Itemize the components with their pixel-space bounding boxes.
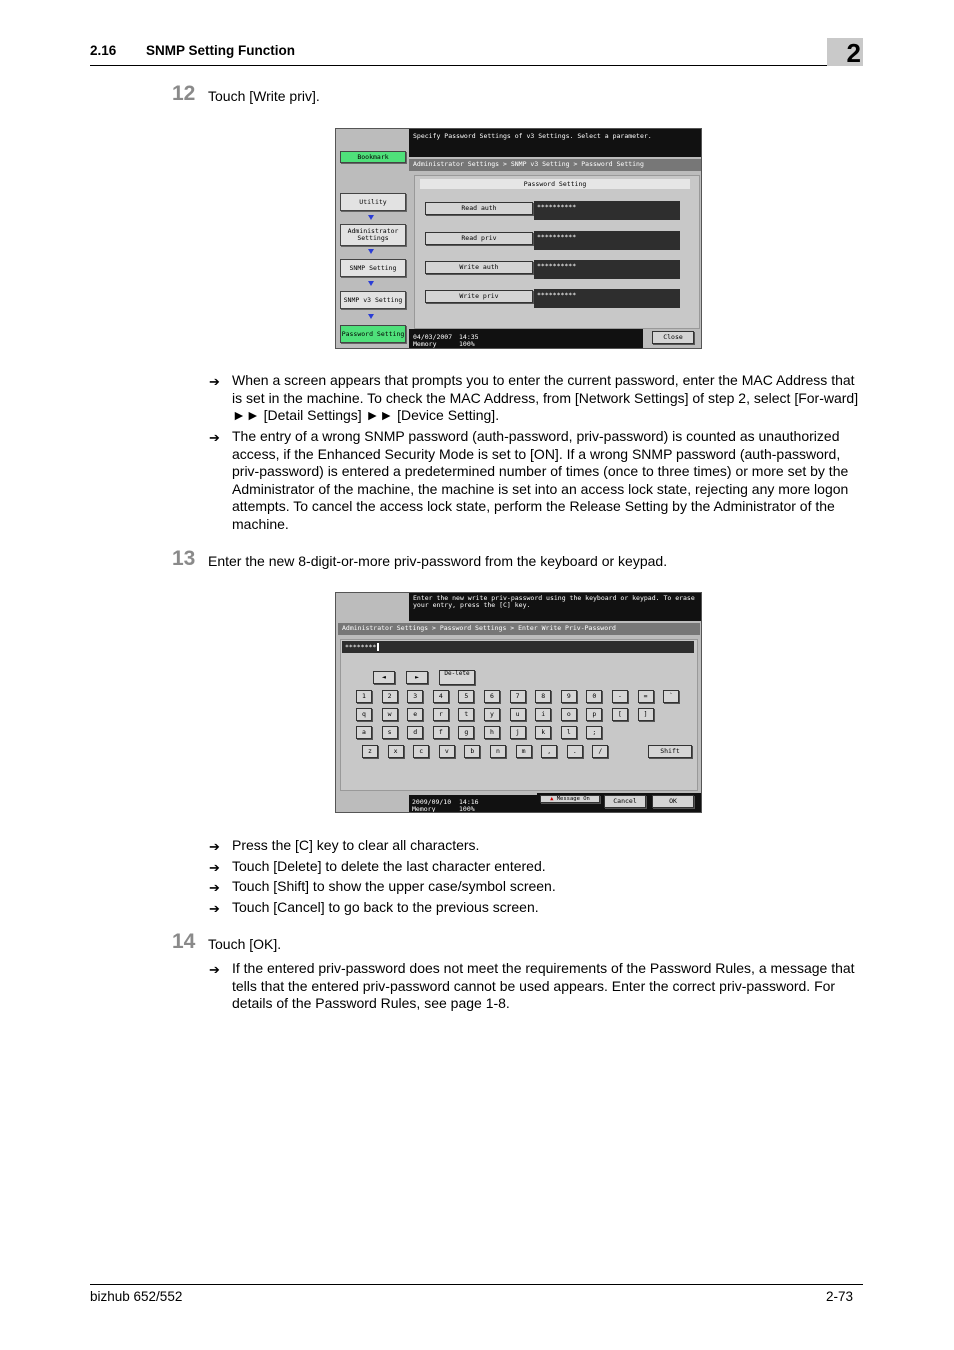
key-8[interactable]: l — [561, 726, 577, 739]
status-bar — [409, 795, 537, 812]
arrow-bullet-icon: ➔ — [209, 430, 220, 445]
text-cursor — [377, 643, 379, 651]
password-setting-screenshot — [335, 128, 702, 349]
key-5[interactable]: 6 — [484, 690, 500, 703]
header-rule — [90, 65, 863, 66]
key-3[interactable]: v — [439, 745, 455, 758]
note-delete: Touch [Delete] to delete the last character entered. — [232, 858, 546, 874]
arrow-left-key[interactable]: ◄ — [373, 671, 395, 684]
key-10[interactable]: - — [612, 690, 628, 703]
key-4[interactable]: g — [458, 726, 474, 739]
key-7[interactable]: , — [541, 745, 557, 758]
key-6[interactable]: j — [510, 726, 526, 739]
screen1-date: 04/03/2007 — [413, 333, 453, 341]
key-8[interactable]: . — [567, 745, 583, 758]
read-auth-button[interactable]: Read auth — [425, 202, 533, 215]
footer-model: bizhub 652/552 — [90, 1289, 183, 1304]
screen2-time: 14:16 — [459, 798, 479, 806]
arrow-down-icon — [368, 314, 374, 319]
step-14-text: Touch [OK]. — [208, 936, 282, 952]
ok-button[interactable]: OK — [652, 795, 694, 808]
write-priv-button[interactable]: Write priv — [425, 290, 533, 303]
key-7[interactable]: k — [535, 726, 551, 739]
screen1-breadcrumb: Administrator Settings > SNMP v3 Setting > Password Setting — [409, 159, 701, 171]
key-5[interactable]: n — [490, 745, 506, 758]
step-13-number: 13 — [172, 547, 196, 570]
key-7[interactable]: i — [535, 708, 551, 721]
screen1-memory: 100% — [459, 340, 475, 348]
key-1[interactable]: s — [382, 726, 398, 739]
screen1-time: 14:35 — [459, 333, 479, 341]
bookmark-button[interactable]: Bookmark — [340, 151, 406, 163]
shift-key[interactable]: Shift — [648, 745, 692, 758]
delete-key[interactable]: De-lete — [439, 670, 475, 685]
key-9[interactable]: / — [592, 745, 608, 758]
arrow-bullet-icon: ➔ — [209, 880, 220, 895]
administrator-settings-button[interactable]: Administrator Settings — [340, 224, 406, 246]
step-12-text: Touch [Write priv]. — [208, 88, 320, 104]
key-2[interactable]: 3 — [407, 690, 423, 703]
password-setting-side-button[interactable]: Password Setting — [340, 325, 406, 343]
key-0[interactable]: q — [356, 708, 372, 721]
close-button[interactable]: Close — [652, 331, 694, 344]
key-4[interactable]: t — [458, 708, 474, 721]
chapter-number: 2 — [846, 38, 861, 68]
key-8[interactable]: o — [561, 708, 577, 721]
key-8[interactable]: 9 — [561, 690, 577, 703]
key-4[interactable]: 5 — [458, 690, 474, 703]
utility-button[interactable]: Utility — [340, 193, 406, 211]
note-c-key: Press the [C] key to clear all characters. — [232, 837, 480, 853]
key-12[interactable]: ` — [663, 690, 679, 703]
step-12-number: 12 — [172, 82, 196, 105]
arrow-bullet-icon: ➔ — [209, 962, 220, 977]
section-title: SNMP Setting Function — [146, 43, 295, 58]
key-1[interactable]: w — [382, 708, 398, 721]
snmp-setting-button[interactable]: SNMP Setting — [340, 259, 406, 277]
key-7[interactable]: 8 — [535, 690, 551, 703]
enter-priv-password-screenshot — [335, 592, 702, 813]
screen2-breadcrumb: Administrator Settings > Password Settings > Enter Write Priv-Password — [338, 623, 700, 635]
key-6[interactable]: u — [510, 708, 526, 721]
key-5[interactable]: y — [484, 708, 500, 721]
write-auth-button[interactable]: Write auth — [425, 261, 533, 274]
key-9[interactable]: p — [586, 708, 602, 721]
key-6[interactable]: m — [516, 745, 532, 758]
screen2-message: Enter the new write priv-password using the keyboard or keypad. To erase your entry, press the [C] key. — [409, 593, 701, 621]
arrow-down-icon — [368, 249, 374, 254]
key-11[interactable]: = — [638, 690, 654, 703]
key-9[interactable]: ; — [586, 726, 602, 739]
write-auth-value: ********** — [534, 260, 680, 279]
step-13-text: Enter the new 8-digit-or-more priv-password from the keyboard or keypad. — [208, 553, 668, 569]
key-2[interactable]: e — [407, 708, 423, 721]
key-10[interactable]: [ — [612, 708, 628, 721]
key-1[interactable]: 2 — [382, 690, 398, 703]
password-input-value: ******** — [345, 643, 377, 651]
key-0[interactable]: z — [362, 745, 378, 758]
key-0[interactable]: a — [356, 726, 372, 739]
read-priv-value: ********** — [534, 231, 680, 250]
read-auth-value: ********** — [534, 201, 680, 220]
warning-icon: ▲ — [550, 796, 554, 802]
note-mac-address: When a screen appears that prompts you to enter the current password, enter the MAC Address that is set in the machine. To check the MAC Address, from [Network Settings] of step 2, select [For-ward] ►► [Detail Settings] ►► [Device Setting]. — [232, 372, 859, 424]
arrow-down-icon — [368, 215, 374, 220]
footer-page-number: 2-73 — [826, 1289, 854, 1304]
write-priv-value: ********** — [534, 289, 680, 308]
step-14-number: 14 — [172, 930, 196, 953]
snmp-v3-setting-button[interactable]: SNMP v3 Setting — [340, 291, 406, 309]
note-wrong-password: The entry of a wrong SNMP password (auth-password, priv-password) is counted as unauthorized access, if the Enhanced Security Mode is set to [ON]. If a wrong SNMP password (auth-password, priv-password) is entered a predetermined number of times (once to three times) or more set by the Administrator of the machine, the machine is set into an access lock state, rejecting any more logon attempts. To cancel the access lock state, perform the Release Setting by the Administrator of the machine. — [232, 428, 849, 532]
message-on-button[interactable] — [540, 795, 600, 803]
panel-title: Password Setting — [420, 179, 690, 189]
key-2[interactable]: d — [407, 726, 423, 739]
arrow-bullet-icon: ➔ — [209, 860, 220, 875]
note-cancel: Touch [Cancel] to go back to the previous screen. — [232, 899, 539, 915]
key-3[interactable]: f — [433, 726, 449, 739]
read-priv-button[interactable]: Read priv — [425, 232, 533, 245]
screen1-message: Specify Password Settings of v3 Settings. Select a parameter. — [409, 129, 701, 157]
key-4[interactable]: b — [464, 745, 480, 758]
screen2-memory-label: Memory — [412, 805, 436, 813]
screen2-date: 2009/09/10 — [412, 798, 452, 806]
key-0[interactable]: 1 — [356, 690, 372, 703]
cancel-button[interactable]: Cancel — [604, 795, 646, 808]
key-11[interactable]: ] — [638, 708, 654, 721]
key-1[interactable]: x — [388, 745, 404, 758]
arrow-bullet-icon: ➔ — [209, 374, 220, 389]
arrow-down-icon — [368, 281, 374, 286]
key-3[interactable]: 4 — [433, 690, 449, 703]
key-9[interactable]: 0 — [586, 690, 602, 703]
status-bar — [409, 329, 643, 348]
key-2[interactable]: c — [413, 745, 429, 758]
screen1-memory-label: Memory — [413, 340, 437, 348]
message-on-label: Message On — [556, 796, 590, 802]
arrow-bullet-icon: ➔ — [209, 901, 220, 916]
password-input[interactable] — [342, 641, 694, 653]
key-6[interactable]: 7 — [510, 690, 526, 703]
section-number: 2.16 — [90, 43, 117, 58]
note-shift: Touch [Shift] to show the upper case/symbol screen. — [232, 878, 556, 894]
note-password-rules: If the entered priv-password does not meet the requirements of the Password Rules, a message that tells that the entered priv-password cannot be used appears. Enter the correct priv-password. For details of the Password Rules, see page 1-8. — [232, 960, 855, 1012]
chapter-badge — [827, 38, 863, 66]
footer-rule — [90, 1284, 863, 1285]
arrow-right-key[interactable]: ► — [406, 671, 428, 684]
key-3[interactable]: r — [433, 708, 449, 721]
screen2-memory: 100% — [459, 805, 475, 813]
key-5[interactable]: h — [484, 726, 500, 739]
arrow-bullet-icon: ➔ — [209, 839, 220, 854]
